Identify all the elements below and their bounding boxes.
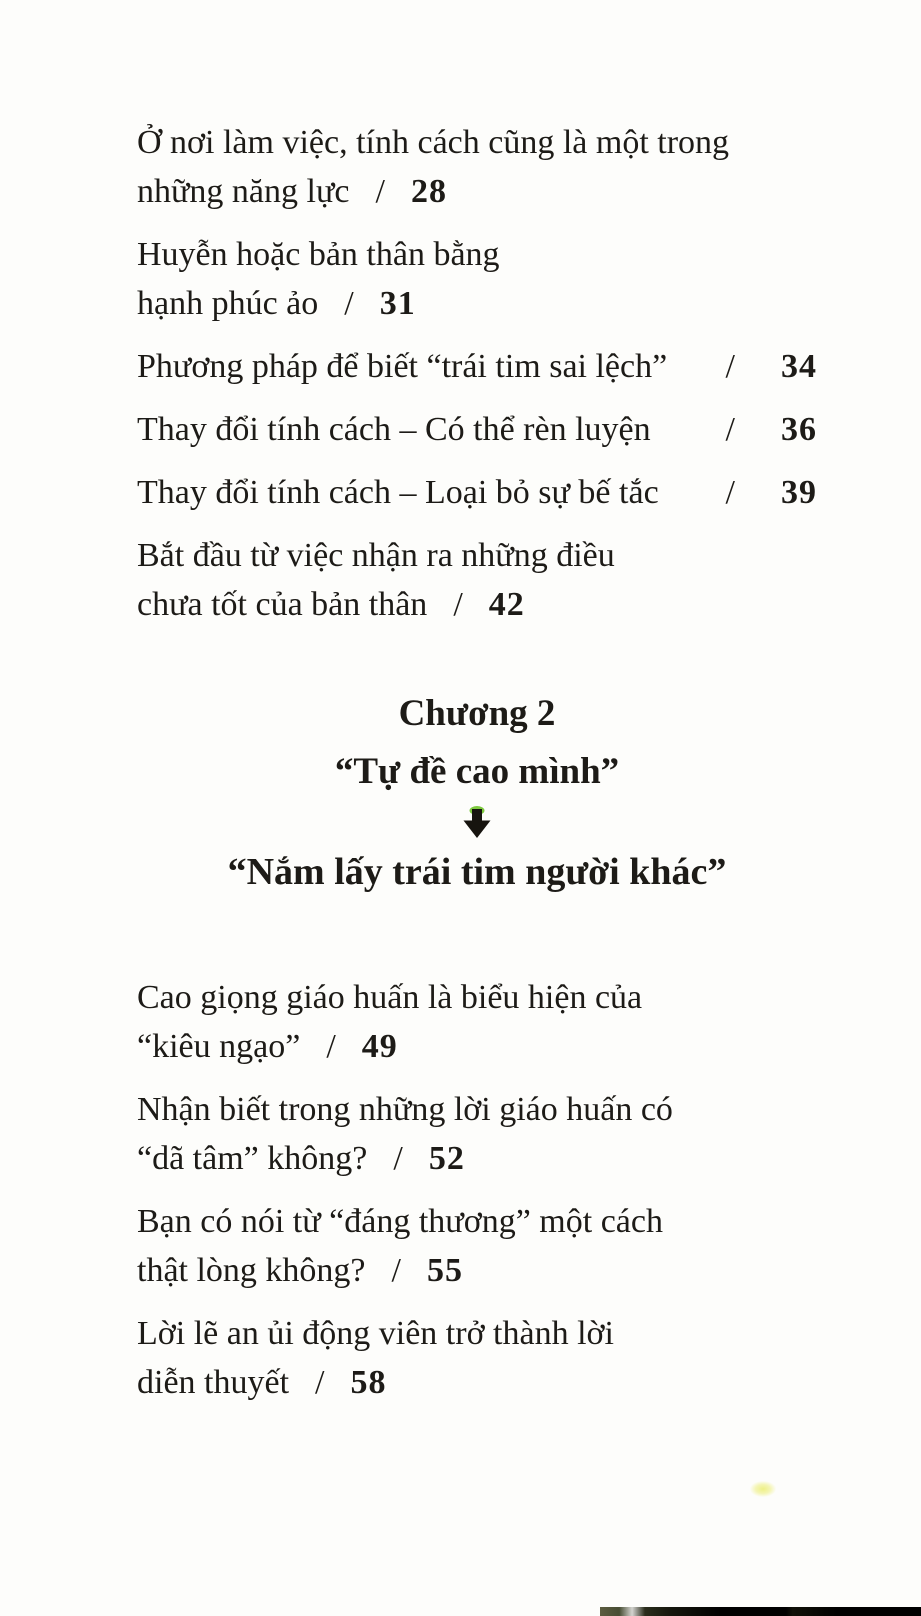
toc-entry <box>137 230 817 328</box>
toc-entry-line <box>137 1358 817 1407</box>
toc-entry-line: Bạn có nói từ “đáng thương” một cách <box>137 1203 663 1240</box>
toc-entry-text: diễn thuyết <box>137 1364 290 1401</box>
page-number: 31 <box>379 285 416 322</box>
down-arrow-icon <box>462 806 492 838</box>
toc-entry <box>137 531 817 629</box>
scan-smudge-dot <box>750 1481 776 1497</box>
toc-entry-text: Phương pháp để biết “trái tim sai lệch” <box>137 348 668 385</box>
page-number: 28 <box>410 173 447 210</box>
toc-entry-line: Bắt đầu từ việc nhận ra những điều <box>137 537 615 574</box>
toc-entry <box>137 342 817 391</box>
slash-separator: / <box>725 348 735 385</box>
toc-entry-line: Cao giọng giáo huấn là biểu hiện của <box>137 979 643 1016</box>
page-number: 49 <box>361 1028 398 1065</box>
toc-entry-line <box>137 167 817 216</box>
toc-entry-line <box>137 1246 817 1295</box>
toc-entry-line: Ở nơi làm việc, tính cách cũng là một trong <box>137 124 730 161</box>
toc-entry-text: hạnh phúc ảo <box>137 285 319 322</box>
page-number: 42 <box>488 586 525 623</box>
slash-separator: / <box>391 1252 401 1289</box>
toc-entry-line: Huyễn hoặc bản thân bằng <box>137 236 500 273</box>
toc-entry-line <box>137 1134 817 1183</box>
slash-separator: / <box>375 173 385 210</box>
chapter-number: Chương 2 <box>398 693 556 734</box>
slash-separator: / <box>453 586 463 623</box>
toc-entry-line: Nhận biết trong những lời giáo huấn có <box>137 1091 673 1128</box>
slash-separator: / <box>725 411 735 448</box>
toc-entry-line <box>137 1022 817 1071</box>
toc-entry <box>137 973 817 1071</box>
toc-entry <box>137 1085 817 1183</box>
slash-separator: / <box>344 285 354 322</box>
toc-entry-text: “dã tâm” không? <box>137 1140 368 1177</box>
page-number: 36 <box>781 411 817 448</box>
page-number: 58 <box>350 1364 387 1401</box>
chapter-subtitle: “Nắm lấy trái tim người khác” <box>227 851 727 893</box>
toc-entry <box>137 1309 817 1407</box>
page-number-group <box>726 468 817 517</box>
page-number-group <box>726 405 817 454</box>
toc-entry-text: những năng lực <box>137 173 350 210</box>
toc-entry-line <box>137 279 817 328</box>
toc-entry <box>137 118 817 216</box>
toc-entry-text: “kiêu ngạo” <box>137 1028 301 1065</box>
slash-separator: / <box>315 1364 325 1401</box>
table-of-contents <box>137 118 817 1421</box>
toc-entry-text: Thay đổi tính cách – Loại bỏ sự bế tắc <box>137 474 659 511</box>
slash-separator: / <box>725 474 735 511</box>
page-number: 39 <box>781 474 817 511</box>
chapter-heading <box>137 685 817 901</box>
page-number: 55 <box>426 1252 463 1289</box>
page-number: 52 <box>428 1140 465 1177</box>
scan-edge-bar <box>600 1607 921 1616</box>
toc-entry-line <box>137 580 817 629</box>
page-number-group <box>726 342 817 391</box>
chapter-title: “Tự đề cao mình” <box>334 751 620 792</box>
toc-entry-text: chưa tốt của bản thân <box>137 586 428 623</box>
toc-entry <box>137 1197 817 1295</box>
slash-separator: / <box>326 1028 336 1065</box>
toc-entry <box>137 405 817 454</box>
toc-entry-line: Lời lẽ an ủi động viên trở thành lời <box>137 1315 614 1352</box>
toc-entry-text: Thay đổi tính cách – Có thể rèn luyện <box>137 411 651 448</box>
slash-separator: / <box>393 1140 403 1177</box>
arrow-row <box>137 801 817 843</box>
page-number: 34 <box>781 348 817 385</box>
toc-entry-text: thật lòng không? <box>137 1252 366 1289</box>
toc-entry <box>137 468 817 517</box>
